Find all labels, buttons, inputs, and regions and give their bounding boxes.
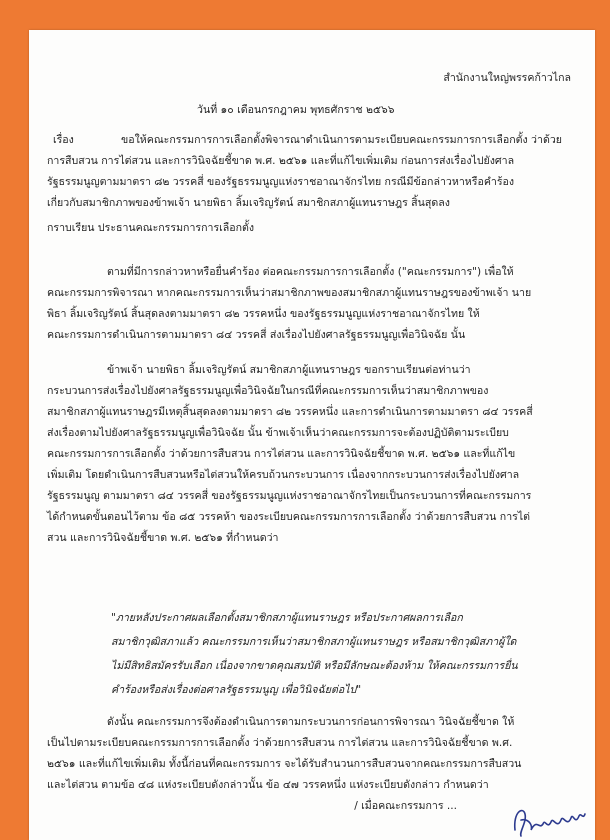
- subject-line: เกี่ยวกับสมาชิกภาพของข้าพเจ้า นายพิธา ลิ้มเจริญรัตน์ สมาชิกสภาผู้แทนราษฎร สิ้นสุดลง: [47, 197, 450, 209]
- paragraph-1: [47, 262, 577, 346]
- paragraph-line: คณะกรรมการพิจารณา หากคณะกรรมการเห็นว่าสมาชิกภาพของสมาชิกสภาผู้แทนราษฎรของข้าพเจ้า นาย: [47, 287, 532, 299]
- subject-line: รัฐธรรมนูญตามมาตรา ๘๒ วรรคสี่ ของรัฐธรรมนูญแห่งราชอาณาจักรไทย กรณีมีข้อกล่าวหาหรือคำร้อง: [47, 176, 515, 188]
- paragraph-line: และไต่สวน ตามข้อ ๔๘ แห่งระเบียบดังกล่าวนั้น ข้อ ๔๗ วรรคหนึ่ง แห่งระเบียบดังกล่าว กำหนดว่า: [47, 779, 489, 791]
- subject-label: เรื่อง: [53, 134, 74, 146]
- paragraph-line: ดังนั้น คณะกรรมการจึงต้องดำเนินการตามกระบวนการก่อนการพิจารณา วินิจฉัยชี้ขาด ให้: [107, 716, 515, 728]
- paragraph-line: เพิ่มเติม โดยดำเนินการสืบสวนหรือไต่สวนให้ครบถ้วนกระบวนการ เนื่องจากกระบวนการส่งเรื่องไปยังศาล: [47, 469, 520, 481]
- salutation: กราบเรียน ประธานคณะกรรมการการเลือกตั้ง: [47, 222, 255, 234]
- paragraph-line: ๒๕๖๑ และที่แก้ไขเพิ่มเติม ทั้งนี้ก่อนที่คณะกรรมการ จะได้รับสำนวนการสืบสวนจากคณะกรรมการสืบสวน: [47, 758, 522, 770]
- paragraph-line: ได้กำหนดขั้นตอนไว้ตาม ข้อ ๘๕ วรรคห้า ของระเบียบคณะกรรมการการเลือกตั้ง ว่าด้วยการสืบสวน การไต่: [47, 511, 531, 523]
- quoted-regulation: [111, 606, 567, 702]
- paragraph-line: ข้าพเจ้า นายพิธา ลิ้มเจริญรัตน์ สมาชิกสภาผู้แทนราษฎร ขอกราบเรียนต่อท่านว่า: [107, 364, 471, 376]
- document-date: วันที่ ๑๐ เดือนกรกฎาคม พุทธศักราช ๒๕๖๖: [197, 104, 395, 116]
- quote-line: คำร้องหรือส่งเรื่องต่อศาลรัฐธรรมนูญ เพื่อวินิจฉัยต่อไป": [111, 684, 362, 696]
- paragraph-2: [47, 360, 577, 549]
- paragraph-line: รัฐธรรมนูญ ตามมาตรา ๘๔ วรรคสี่ ของรัฐธรรมนูญแห่งราชอาณาจักรไทยเป็นกระบวนการที่คณะกรรมการ: [47, 490, 532, 502]
- signature: [509, 800, 587, 840]
- subject-line: ขอให้คณะกรรมการการเลือกตั้งพิจารณาดำเนินการตามระเบียบคณะกรรมการการเลือกตั้ง ว่าด้วย: [121, 134, 562, 146]
- paragraph-line: สวน และการวินิจฉัยชี้ขาด พ.ศ. ๒๕๖๑ ที่กำหนดว่า: [47, 532, 279, 544]
- paragraph-line: คณะกรรมการการเลือกตั้ง ว่าด้วยการสืบสวน การไต่สวน และการวินิจฉัยชี้ขาด พ.ศ. ๒๕๖๑ และที่แก้ไข: [47, 448, 516, 460]
- paragraph-line: กระบวนการส่งเรื่องไปยังศาลรัฐธรรมนูญเพื่อวินิจฉัยในกรณีที่คณะกรรมการเห็นว่าสมาชิกภาพของ: [47, 385, 489, 397]
- paragraph-line: ตามที่มีการกล่าวหาหรือยื่นคำร้อง ต่อคณะกรรมการการเลือกตั้ง ("คณะกรรมการ") เพื่อให้: [107, 266, 514, 278]
- quote-line: สมาชิกวุฒิสภาแล้ว คณะกรรมการเห็นว่าสมาชิกสภาผู้แทนราษฎร หรือสมาชิกวุฒิสภาผู้ใด: [111, 636, 517, 648]
- continuation-note: / เมื่อคณะกรรมการ ...: [354, 800, 457, 812]
- paragraph-3: [47, 712, 577, 796]
- subject-block: [47, 130, 577, 214]
- organization-name: สำนักงานใหญ่พรรคก้าวไกล: [443, 72, 571, 84]
- subject-line: การสืบสวน การไต่สวน และการวินิจฉัยชี้ขาด พ.ศ. ๒๕๖๑ และที่แก้ไขเพิ่มเติม ก่อนการส่งเรื่องไปยังศาล: [47, 155, 515, 167]
- quote-line: "ภายหลังประกาศผลเลือกตั้งสมาชิกสภาผู้แทนราษฎร หรือประกาศผลการเลือก: [111, 612, 463, 624]
- paragraph-line: สมาชิกสภาผู้แทนราษฎรมีเหตุสิ้นสุดลงตามมาตรา ๘๒ วรรคหนึ่ง และการดำเนินการตามมาตรา ๘๔ วรรคสี่: [47, 406, 533, 418]
- document-page: [29, 30, 595, 840]
- quote-line: ไม่มีสิทธิสมัครรับเลือก เนื่องจากขาดคุณสมบัติ หรือมีลักษณะต้องห้าม ให้คณะกรรมการยื่น: [111, 660, 518, 672]
- paragraph-line: ส่งเรื่องตามไปยังศาลรัฐธรรมนูญเพื่อวินิจฉัย นั้น ข้าพเจ้าเห็นว่าคณะกรรมการจะต้องปฏิบัติตามระเบียบ: [47, 427, 509, 439]
- paragraph-line: เป็นไปตามระเบียบคณะกรรมการการเลือกตั้ง ว่าด้วยการสืบสวน การไต่สวน และการวินิจฉัยชี้ขาด พ.ศ.: [47, 737, 513, 749]
- paragraph-line: คณะกรรมการดำเนินการตามมาตรา ๘๔ วรรคสี่ ส่งเรื่องไปยังศาลรัฐธรรมนูญเพื่อวินิจฉัย นั้น: [47, 329, 466, 341]
- paragraph-line: พิธา ลิ้มเจริญรัตน์ สิ้นสุดลงตามมาตรา ๘๒ วรรคหนึ่ง ของรัฐธรรมนูญแห่งราชอาณาจักรไทย ให้: [47, 308, 480, 320]
